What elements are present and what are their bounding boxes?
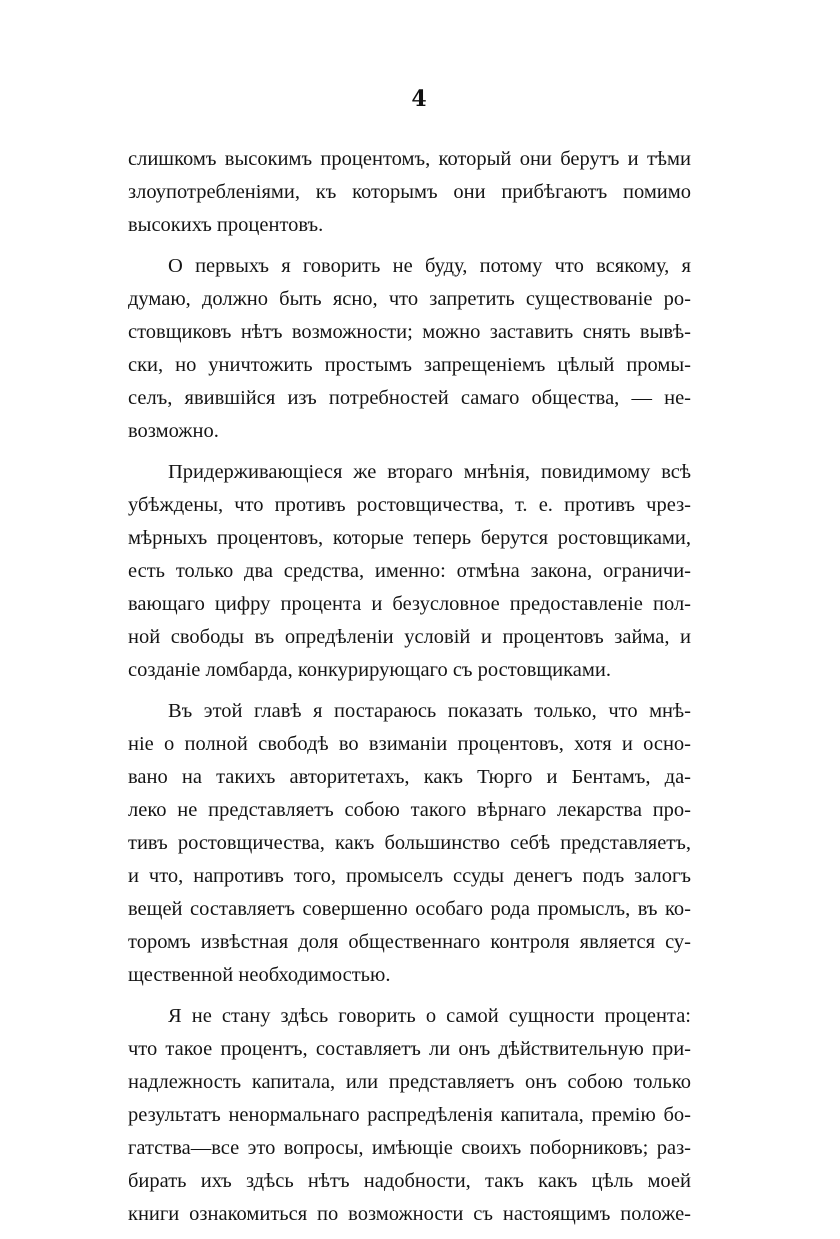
text-line: щественной необходимостью. — [128, 964, 391, 986]
text-line: Придерживающіеся же втораго мнѣнія, повидимому всѣ — [168, 461, 691, 483]
paragraph — [128, 695, 691, 992]
paragraph — [128, 143, 691, 242]
text-line: вано на такихъ авторитетахъ, какъ Тюрго и Бентамъ, да- — [128, 766, 691, 788]
text-line: ніе о полной свободѣ во взиманіи процентовъ, хотя и осно- — [128, 733, 691, 755]
text-line: ной свободы въ опредѣленіи условій и процентовъ займа, и — [128, 626, 691, 648]
text-line: книги ознакомиться по возможности съ настоящимъ положе- — [128, 1203, 691, 1225]
text-line: убѣждены, что противъ ростовщичества, т. е. противъ чрез- — [128, 494, 691, 516]
text-line: надлежность капитала, или представляетъ онъ собою только — [128, 1071, 691, 1093]
paragraph — [128, 456, 691, 687]
text-line: тивъ ростовщичества, какъ большинство себѣ представляетъ, — [128, 832, 691, 854]
text-line: слишкомъ высокимъ процентомъ, который они берутъ и тѣми — [128, 148, 691, 170]
text-line: вающаго цифру процента и безусловное предоставленіе пол- — [128, 593, 691, 615]
text-line: гатства—все это вопросы, имѣющіе своихъ поборниковъ; раз- — [128, 1137, 691, 1159]
paragraph — [128, 250, 691, 448]
paragraph — [128, 1000, 691, 1231]
text-line: мѣрныхъ процентовъ, которые теперь берутся ростовщиками, — [128, 527, 691, 549]
body-text — [128, 143, 691, 1239]
text-line: вещей составляетъ совершенно особаго рода промыслъ, въ ко- — [128, 898, 691, 920]
page-number: 4 — [411, 86, 429, 112]
text-line: торомъ извѣстная доля общественнаго контроля является су- — [128, 931, 691, 953]
text-line: бирать ихъ здѣсь нѣтъ надобности, такъ какъ цѣль моей — [128, 1170, 691, 1192]
text-line: высокихъ процентовъ. — [128, 214, 324, 236]
text-line: результатъ ненормальнаго распредѣленія капитала, премію бо- — [128, 1104, 691, 1126]
text-line: созданіе ломбарда, конкурирующаго съ ростовщиками. — [128, 659, 611, 681]
text-line: Въ этой главѣ я постараюсь показать только, что мнѣ- — [168, 700, 691, 722]
text-line: селъ, явившійся изъ потребностей самаго общества, — не- — [128, 387, 691, 409]
text-line: есть только два средства, именно: отмѣна закона, ограничи- — [128, 560, 691, 582]
text-line: злоупотребленіями, къ которымъ они прибѣгаютъ помимо — [128, 181, 691, 203]
text-line: возможно. — [128, 420, 219, 442]
text-line: и что, напротивъ того, промыселъ ссуды денегъ подъ залогъ — [128, 865, 691, 887]
text-line: О первыхъ я говорить не буду, потому что всякому, я — [168, 255, 691, 277]
text-line: Я не стану здѣсь говорить о самой сущности процента: — [168, 1005, 691, 1027]
text-line: думаю, должно быть ясно, что запретить существованіе ро- — [128, 288, 691, 310]
text-line: что такое процентъ, составляетъ ли онъ дѣйствительную при- — [128, 1038, 691, 1060]
text-line: ски, но уничтожить простымъ запрещеніемъ цѣлый промы- — [128, 354, 691, 376]
text-line: леко не представляетъ собою такого вѣрнаго лекарства про- — [128, 799, 691, 821]
text-line: стовщиковъ нѣтъ возможности; можно заставить снять вывѣ- — [128, 321, 691, 343]
